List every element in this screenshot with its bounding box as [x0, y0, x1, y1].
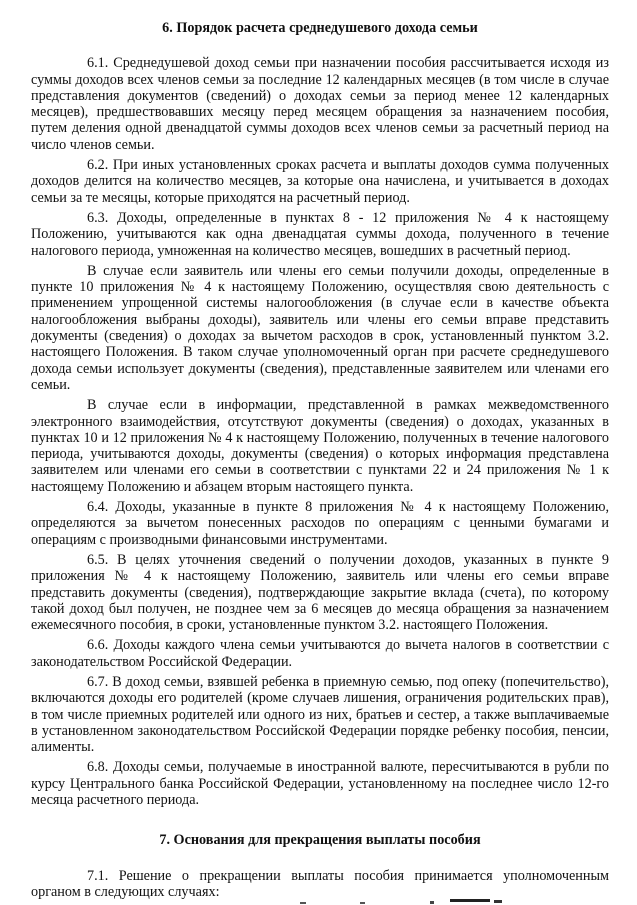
paragraph-6-1: 6.1. Среднедушевой доход семьи при назначении пособия рассчитывается исходя из суммы доходов всех членов семьи за последние 12 календарных месяцев (в том числе в случае представления документов (сведений) о доходах семьи за период менее 12 календарных месяцев), предшествовавших месяцу перед месяцем обращения за назначением пособия, путем деления одной двенадцатой суммы доходов всех членов семьи за расчетный период на число членов семьи.: [31, 55, 609, 153]
paragraph-6-3-usn: В случае если заявитель или члены его семьи получили доходы, определенные в пункте 10 приложения № 4 к настоящему Положению, осуществляя свою деятельность с применением упрощенной системы налогообложения (в случае если в качестве объекта налогообложения выбраны доходы), заявитель или члены его семьи вправе представить документы (сведения) о доходах за вычетом расходов в срок, установленный пунктом 3.2. настоящего Положения. В таком случае уполномоченный орган при расчете среднедушевого дохода семьи использует документы (сведения), представленные заявителем или членами его семьи.: [31, 262, 609, 393]
scan-artifact-mark: [494, 900, 502, 903]
scan-artifact-mark: [300, 902, 306, 904]
paragraph-6-6: 6.6. Доходы каждого члена семьи учитываются до вычета налогов в соответствии с законодательством Российской Федерации.: [31, 637, 609, 670]
paragraph-6-2: 6.2. При иных установленных сроках расчета и выплаты доходов сумма полученных доходов делится на количество месяцев, за которые она начислена, и учитывается в доходах семьи за те месяцы, которые приходятся на расчетный период.: [31, 157, 609, 206]
paragraph-7-1: 7.1. Решение о прекращении выплаты пособия принимается уполномоченным органом в следующих случаях:: [31, 867, 609, 900]
paragraph-6-5: 6.5. В целях уточнения сведений о получении доходов, указанных в пункте 9 приложения № 4 к настоящему Положению, заявитель или члены его семьи вправе представить документы (сведения), подтверждающие закрытие вклада (счета), по которому такой доход был получен, не позднее чем за 6 месяцев до месяца обращения за назначением ежемесячного пособия, в сроки, установленные пунктом 3.2. настоящего Положения.: [31, 551, 609, 634]
scan-artifact-strip: [300, 896, 520, 905]
paragraph-6-8: 6.8. Доходы семьи, получаемые в иностранной валюте, пересчитываются в рубли по курсу Центрального банка Российской Федерации, установленному на последнее число 12-го месяца расчетного периода.: [31, 759, 609, 809]
scan-artifact-mark: [450, 899, 490, 902]
scan-artifact-mark: [360, 902, 365, 904]
scan-artifact-mark: [430, 901, 434, 904]
paragraph-6-3: 6.3. Доходы, определенные в пунктах 8 - 12 приложения № 4 к настоящему Положению, учитываются как одна двенадцатая суммы дохода, полученного в течение налогового периода, умноженная на количество месяцев, вошедших в расчетный период.: [31, 209, 609, 259]
section-6-title: 6. Порядок расчета среднедушевого дохода семьи: [162, 20, 478, 36]
section-7-title: 7. Основания для прекращения выплаты пособия: [159, 832, 481, 849]
paragraph-6-4: 6.4. Доходы, указанные в пункте 8 приложения № 4 к настоящему Положению, определяются за вычетом понесенных расходов по операциям с ценными бумагами и операциям с производными финансовыми инструментами.: [31, 499, 609, 548]
paragraph-6-3-interagency: В случае если в информации, представленной в рамках межведомственного электронного взаимодействия, отсутствуют документы (сведения) о доходах, указанных в пунктах 10 и 12 приложения № 4 к настоящему Положению, полученных в течение налогового периода, учитываются доходы, документы (сведения) о которых информация представлена заявителем или членами его семьи в соответствии с пунктами 22 и 24 приложения № 1 к настоящему Положению и абзацем вторым настоящего пункта.: [31, 397, 609, 495]
paragraph-6-7: 6.7. В доход семьи, взявшей ребенка в приемную семью, под опеку (попечительство), включаются доходы его родителей (кроме случаев лишения, ограничения родительских прав), в том числе приемных родителей или одного из них, братьев и сестер, а также выплачиваемые в установленном законодательством Российской Федерации порядке ребенку пособия, пенсии, алименты.: [31, 673, 609, 756]
